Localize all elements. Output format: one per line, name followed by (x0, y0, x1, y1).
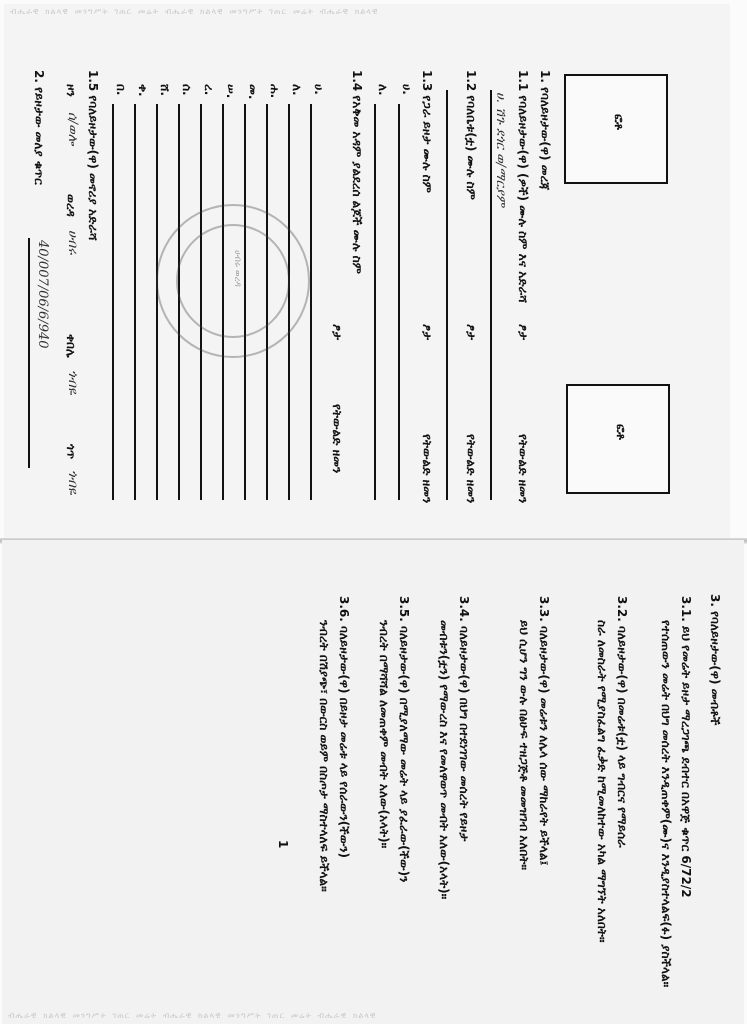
parcel-id-line (28, 238, 30, 468)
row-label: ለ. (290, 84, 304, 96)
bottom-page: ብሔራዊ ክልላዊ መንግሥት ገጠር መሬት ብሔራዊ ክልላዊ መንግሥት ገጠር መሬት ብሔራዊ ክልላዊ 3. የባለይዞታው(ዋ) መብቶች 3.1. ይህ የመሬት ይዞታ ማረጋገጫ ደብተር በአዋጅ ቁጥር 6/72/2 የተሰጠውን መሬት በህግ መሰረት እንዲጠቀም(ሙ)ና እንዲያስተላልፍ(ፉ) ያስችላል። 3.2. ባለይዞታው(ዋ) በመሬቱ(ቷ) ላይ ግብርና የማይሰራ ስራ ለመስራት የሚያስፈልግ ፈቃድ ከሚመለከተው አካል ማግኘት አለበት። 3.3. ባለይዞታው(ዋ) መሬቱን ለሌላ ሰው ማከራየት ይችላል፤ ይህ ሲሆን ግን ውሉ በፅሁፍ ተዘጋጅቶ መመዝገብ አለበት። 3.4. ባለይዞታው(ዋ) በህግ በተደነገገው መሰረት የይዞታ መብቱን(ቷን) የማውረስ እና የመለዋወጥ መብት አለው(አላት)። 3.5. ባለይዞታው(ዋ) በሚያለማው መሬት ላይ ያፈራው(ችው)ን ንብረት በማሻሻል ለመጠቀም መብት አለው(አላት)። 3.6. ባለይዞታው(ዋ) በይዞታ መሬቱ ላይ የሰራውን(ችውን) ንብረት በሽያጭ፣ በውርስ ወይም በስጦታ ማስተላለፍ ይችላል። 1 (2, 540, 744, 1024)
para-3-6-cont: ንብረት በሽያጭ፣ በውርስ ወይም በስጦታ ማስተላለፍ ይችላል። (317, 620, 331, 892)
section-3-title: 3. የባለይዞታው(ዋ) መብቶች (708, 594, 722, 726)
field-1-1-label: 1.1 የባለይዞታው(ዋ) (ዎች) ሙሉ ስም እና አድራሻ (516, 70, 530, 303)
field-1-1-col-sex: ፆታ (516, 324, 530, 341)
para-3-4-cont: መብቱን(ቷን) የማውረስ እና የመለዋወጥ መብት አለው(አላት)። (437, 620, 451, 900)
field-1-1-value: ሀ. ሽጉ ደጎር ወ/ማርያም (493, 92, 508, 207)
photo-box-1 (564, 74, 668, 184)
field-1-5-woreda-label: ወረዳ (64, 194, 78, 217)
top-page-content (4, 4, 730, 544)
field-1-2-label: 1.2 የባለቤቱ(ቷ) ሙሉ ስም (464, 70, 478, 200)
row-label: በ. (114, 84, 128, 96)
photo-label-2: ፎቶ (614, 424, 628, 440)
para-3-2: 3.2. ባለይዞታው(ዋ) በመሬቱ(ቷ) ላይ ግብርና የማይሰራ (615, 596, 629, 848)
row-line (112, 104, 114, 500)
photo-box-2 (566, 384, 670, 494)
field-1-5-got-label: ጎጥ (64, 444, 78, 460)
row-label: ሐ. (268, 84, 282, 99)
field-1-2-col-sex: ፆታ (464, 324, 478, 341)
field-1-1-line (490, 90, 492, 500)
row-label: ቀ. (136, 84, 150, 97)
row-label: ሠ. (224, 84, 238, 99)
field-1-3-col-sex: ፆታ (420, 324, 434, 341)
field-1-5-woreda-value: ሀብሩ (65, 230, 80, 255)
field-1-5-zone-label: ዞን (64, 84, 78, 97)
top-page: ብሔራዊ ክልላዊ መንግሥት ገጠር መሬት ብሔራዊ ክልላዊ መንግሥት ገጠር መሬት ብሔራዊ ክልላዊ ፎቶ ፎቶ 1. የባለይዞታው(ዋ) መረጃ 1.1 የባለይዞታው(ዋ) (ዎች) ሙሉ ስም እና አድራሻ ፆታ የትውልድ ዘመን ሀ. ሽጉ ደጎር ወ/ማርያም 1.2 የባለቤቱ(ቷ) ሙሉ ስም ፆታ የትውልድ ዘመን 1.3 የጋራ ይዞታ ሙሉ ስም ፆታ የትውልድ ዘመን ሀ. ለ. 1.4 የአቅመ አዳም ያልደረሰ ልጆች ሙሉ ስም ፆታ የትውልድ ዘመን ሀ. ለ. ሐ. መ. ሠ. ረ. ሰ. ሸ. ቀ. በ. 1.5 የባለይዞታው(ዋ) መኖሪያ አድራሻ ዞን ሰ/ወሎ ወረዳ ሀብሩ ቀበሌ ጎብዬ ጎጥ ጎብዬ 2. የይዞታው መለያ ቁጥር 40/007/06/6/940 ሀብሩ ወረዳ (4, 4, 730, 544)
field-1-3-label: 1.3 የጋራ ይዞታ ሙሉ ስም (420, 70, 434, 193)
para-3-2-cont: ስራ ለመስራት የሚያስፈልግ ፈቃድ ከሚመለከተው አካል ማግኘት አለበት። (595, 620, 609, 943)
field-1-4-col-sex: ፆታ (330, 324, 344, 341)
section-2-label: 2. የይዞታው መለያ ቁጥር (32, 70, 46, 185)
photo-label-1: ፎቶ (612, 114, 626, 130)
row-line (398, 104, 400, 500)
para-3-5-cont: ንብረት በማሻሻል ለመጠቀም መብት አለው(አላት)። (377, 620, 391, 849)
row-line (310, 104, 312, 500)
field-1-1-col-birth: የትውልድ ዘመን (516, 434, 530, 504)
field-1-4-label: 1.4 የአቅመ አዳም ያልደረሰ ልጆች ሙሉ ስም (350, 70, 364, 274)
row-label: ረ. (202, 84, 216, 96)
row-label: መ. (246, 84, 260, 100)
field-1-5-label: 1.5 የባለይዞታው(ዋ) መኖሪያ አድራሻ (86, 70, 100, 241)
section-1-title: 1. የባለይዞታው(ዋ) መረጃ (538, 70, 552, 191)
para-3-3: 3.3. ባለይዞታው(ዋ) መሬቱን ለሌላ ሰው ማከራየት ይችላል፤ (537, 596, 551, 866)
row-label: ሀ. (400, 84, 414, 95)
official-stamp (156, 204, 310, 358)
para-3-3-cont: ይህ ሲሆን ግን ውሉ በፅሁፍ ተዘጋጅቶ መመዝገብ አለበት። (517, 620, 531, 870)
page-number: 1 (276, 840, 290, 849)
row-label: ሀ. (312, 84, 326, 95)
field-1-5-kebele-label: ቀበሌ (64, 334, 78, 358)
field-1-4-col-birth: የትውልድ ዘመን (330, 404, 344, 474)
field-1-5-kebele-value: ጎብዬ (65, 370, 80, 395)
para-3-1: 3.1. ይህ የመሬት ይዞታ ማረጋገጫ ደብተር በአዋጅ ቁጥር 6/72/2 (679, 596, 693, 898)
para-3-5: 3.5. ባለይዞታው(ዋ) በሚያለማው መሬት ላይ ያፈራው(ችው)ን (397, 596, 411, 883)
stamp-text: ሀብሩ ወረዳ (232, 250, 242, 287)
para-3-1-cont: የተሰጠውን መሬት በህግ መሰረት እንዲጠቀም(ሙ)ና እንዲያስተላልፍ(ፉ) ያስችላል። (659, 620, 673, 988)
field-1-5-zone-value: ሰ/ወሎ (65, 112, 80, 146)
row-line (134, 104, 136, 500)
field-1-3-col-birth: የትውልድ ዘመን (420, 434, 434, 504)
field-1-2-col-birth: የትውልድ ዘመን (464, 434, 478, 504)
row-label: ለ. (376, 84, 390, 96)
parcel-id-value: 40/007/06/6/940 (35, 240, 50, 349)
bottom-page-content (2, 540, 744, 1024)
para-3-4: 3.4. ባለይዞታው(ዋ) በህግ በተደነገገው መሰረት የይዞታ (457, 596, 471, 842)
row-label: ሰ. (180, 84, 194, 96)
row-line (374, 104, 376, 500)
field-1-5-got-value: ጎብዬ (65, 470, 80, 495)
row-label: ሸ. (158, 84, 172, 97)
para-3-6: 3.6. ባለይዞታው(ዋ) በይዞታ መሬቱ ላይ የሰራውን(ችውን) (337, 596, 351, 859)
row-line (156, 104, 158, 500)
field-1-2-line (446, 90, 448, 500)
